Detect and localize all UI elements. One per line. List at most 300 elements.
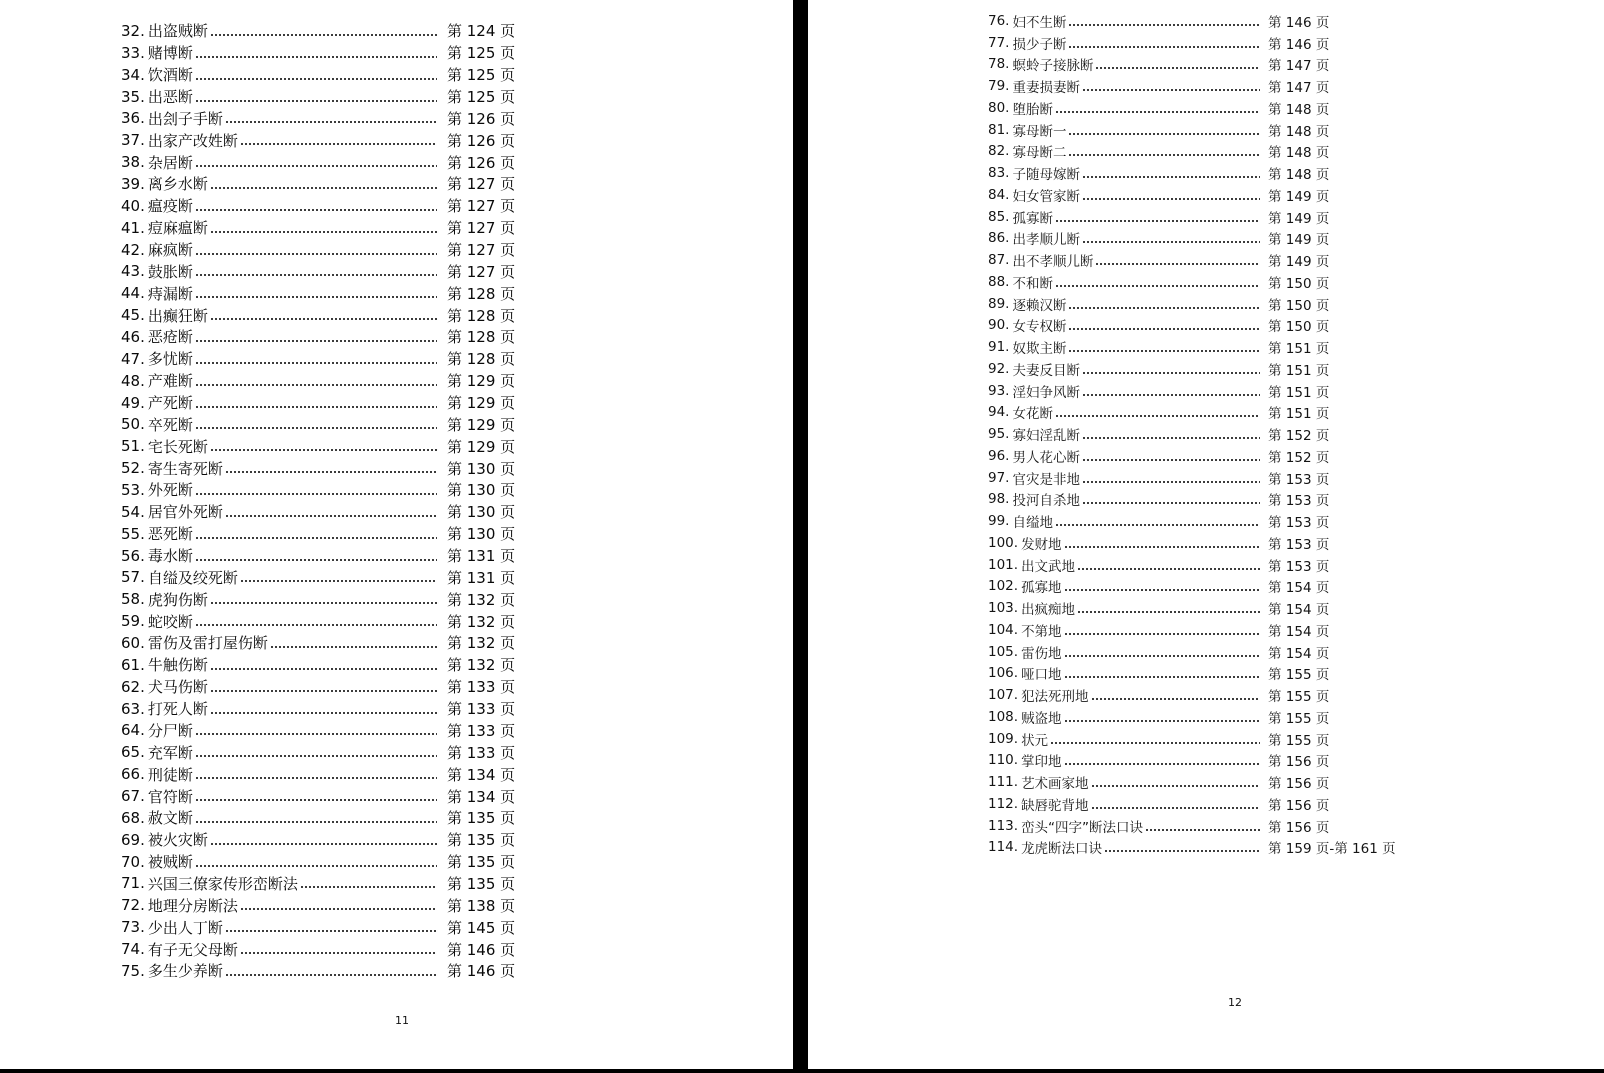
leader-dots xyxy=(1077,567,1260,571)
entry-page-ref: 第 153 页 xyxy=(1268,536,1330,553)
leader-dots xyxy=(210,711,437,715)
page-number-left: 11 xyxy=(395,1014,409,1027)
entry-page-ref: 第 126 页 xyxy=(447,131,516,150)
entry-title: 妇女管家断 xyxy=(1012,188,1080,205)
entry-page-ref: 第 128 页 xyxy=(447,350,516,369)
entry-title: 外死断 xyxy=(147,481,193,500)
entry-page-ref: 第 155 页 xyxy=(1268,710,1330,727)
leader-dots xyxy=(240,951,437,955)
leader-dots xyxy=(210,230,437,234)
toc-entry-heading xyxy=(988,598,1260,618)
entry-number: 73. xyxy=(121,918,145,937)
entry-title: 掌印地 xyxy=(1021,754,1062,771)
leader-dots xyxy=(1064,675,1260,679)
entry-title: 艺术画家地 xyxy=(1021,776,1089,793)
toc-entry-heading xyxy=(988,685,1260,705)
leader-dots xyxy=(1055,523,1260,527)
leader-dots xyxy=(195,252,437,256)
toc-entry-heading xyxy=(988,98,1260,118)
toc-entry-heading xyxy=(121,960,437,981)
entry-title: 被贼断 xyxy=(147,853,193,872)
toc-entry-heading xyxy=(988,228,1260,248)
leader-dots xyxy=(1082,197,1260,201)
toc-entry-heading xyxy=(121,458,437,479)
toc-entry-heading xyxy=(121,851,437,872)
entry-title: 子随母嫁断 xyxy=(1012,167,1080,184)
entry-page-ref: 第 129 页 xyxy=(447,372,516,391)
entry-page-ref: 第 151 页 xyxy=(1268,406,1330,423)
toc-entry xyxy=(121,566,515,588)
entry-page-ref: 第 154 页 xyxy=(1268,602,1330,619)
toc-entry xyxy=(988,54,1396,76)
toc-entry xyxy=(121,851,515,873)
entry-number: 53. xyxy=(121,480,145,499)
toc-entry xyxy=(988,380,1396,402)
entry-page-ref: 第 130 页 xyxy=(447,481,516,500)
toc-entry-heading xyxy=(988,642,1260,662)
leader-dots xyxy=(1055,284,1260,288)
entry-number: 91. xyxy=(988,339,1010,356)
toc-entry-heading xyxy=(988,120,1260,140)
entry-page-ref: 第 126 页 xyxy=(447,109,516,128)
leader-dots xyxy=(195,798,437,802)
entry-page-ref: 第 128 页 xyxy=(447,284,516,303)
toc-entry xyxy=(988,249,1396,271)
leader-dots xyxy=(1095,66,1260,70)
leader-dots xyxy=(210,842,437,846)
leader-dots xyxy=(195,339,437,343)
entry-page-ref: 第 128 页 xyxy=(447,328,516,347)
toc-entry xyxy=(988,576,1396,598)
entry-title: 产难断 xyxy=(147,372,193,391)
entry-number: 97. xyxy=(988,469,1010,486)
leader-dots xyxy=(1064,762,1260,766)
toc-entry xyxy=(121,720,515,742)
entry-page-ref: 第 145 页 xyxy=(447,918,516,937)
toc-entry-heading xyxy=(988,794,1260,814)
leader-dots xyxy=(1082,240,1260,244)
entry-number: 42. xyxy=(121,240,145,259)
leader-dots xyxy=(1055,219,1260,223)
entry-number: 93. xyxy=(988,382,1010,399)
leader-dots xyxy=(225,973,437,977)
entry-title: 自缢地 xyxy=(1012,515,1053,532)
entry-title: 不第地 xyxy=(1021,623,1062,640)
toc-entry xyxy=(121,435,515,457)
toc-entry-heading xyxy=(121,807,437,828)
leader-dots xyxy=(1064,719,1260,723)
entry-title: 雷伤及雷打屋伤断 xyxy=(147,634,268,653)
entry-number: 62. xyxy=(121,677,145,696)
entry-number: 100. xyxy=(988,534,1019,551)
toc-entry-heading xyxy=(121,64,437,85)
entry-page-ref: 第 127 页 xyxy=(447,197,516,216)
entry-number: 94. xyxy=(988,404,1010,421)
toc-entry xyxy=(988,141,1396,163)
leader-dots xyxy=(1055,414,1260,418)
entry-number: 98. xyxy=(988,491,1010,508)
toc-entry-heading xyxy=(121,283,437,304)
entry-title: 寡妇淫乱断 xyxy=(1012,428,1080,445)
entry-page-ref: 第 148 页 xyxy=(1268,167,1330,184)
entry-page-ref: 第 133 页 xyxy=(447,721,516,740)
leader-dots xyxy=(210,33,437,37)
entry-page-ref: 第 151 页 xyxy=(1268,384,1330,401)
entry-page-ref: 第 135 页 xyxy=(447,874,516,893)
toc-entry-heading xyxy=(988,468,1260,488)
entry-number: 104. xyxy=(988,621,1019,638)
entry-title: 多生少养断 xyxy=(147,962,223,981)
toc-entry-heading xyxy=(988,837,1260,857)
entry-number: 40. xyxy=(121,196,145,215)
entry-number: 38. xyxy=(121,153,145,172)
toc-entry-heading xyxy=(121,829,437,850)
toc-entry xyxy=(121,763,515,785)
entry-number: 109. xyxy=(988,730,1019,747)
toc-entry xyxy=(121,960,515,982)
toc-entry-heading xyxy=(988,54,1260,74)
entry-title: 瘟疫断 xyxy=(147,197,193,216)
book-gutter xyxy=(793,0,808,1073)
scan-bottom-edge xyxy=(0,1069,1604,1073)
entry-page-ref: 第 148 页 xyxy=(1268,123,1330,140)
toc-entry xyxy=(988,728,1396,750)
entry-page-ref: 第 148 页 xyxy=(1268,145,1330,162)
toc-entry xyxy=(988,532,1396,554)
toc-entry xyxy=(121,195,515,217)
toc-entry-heading xyxy=(121,479,437,500)
toc-entry xyxy=(988,815,1396,837)
toc-entry-heading xyxy=(121,939,437,960)
leader-dots xyxy=(195,295,437,299)
toc-entry-heading xyxy=(121,720,437,741)
entry-title: 出刽子手断 xyxy=(147,109,223,128)
entry-title: 有子无父母断 xyxy=(147,940,238,959)
entry-title: 多忧断 xyxy=(147,350,193,369)
entry-title: 贼盗地 xyxy=(1021,710,1062,727)
entry-page-ref: 第 149 页 xyxy=(1268,254,1330,271)
leader-dots xyxy=(195,99,437,103)
entry-title: 官符断 xyxy=(147,787,193,806)
toc-entry xyxy=(988,119,1396,141)
entry-page-ref: 第 150 页 xyxy=(1268,297,1330,314)
toc-entry xyxy=(121,588,515,610)
toc-entry xyxy=(121,107,515,129)
leader-dots xyxy=(1082,501,1260,505)
entry-title: 痔漏断 xyxy=(147,284,193,303)
toc-entry xyxy=(988,75,1396,97)
toc-entry-heading xyxy=(121,42,437,63)
toc-entry-heading xyxy=(121,261,437,282)
entry-number: 79. xyxy=(988,78,1010,95)
entry-number: 71. xyxy=(121,874,145,893)
toc-entry-heading xyxy=(988,729,1260,749)
leader-dots xyxy=(195,164,437,168)
entry-number: 110. xyxy=(988,752,1019,769)
entry-number: 81. xyxy=(988,121,1010,138)
leader-dots xyxy=(195,558,437,562)
entry-page-ref: 第 155 页 xyxy=(1268,689,1330,706)
entry-number: 64. xyxy=(121,721,145,740)
entry-page-ref: 第 154 页 xyxy=(1268,645,1330,662)
toc-entry xyxy=(988,32,1396,54)
toc-entry xyxy=(988,10,1396,32)
entry-title: 雷伤地 xyxy=(1021,645,1062,662)
toc-entry-heading xyxy=(121,545,437,566)
entry-title: 出孝顺儿断 xyxy=(1012,232,1080,249)
entry-number: 43. xyxy=(121,262,145,281)
entry-page-ref: 第 130 页 xyxy=(447,459,516,478)
toc-entry xyxy=(121,42,515,64)
entry-title: 宅长死断 xyxy=(147,437,208,456)
toc-entry-heading xyxy=(988,402,1260,422)
toc-entry xyxy=(988,706,1396,728)
toc-entry xyxy=(988,510,1396,532)
entry-title: 犬马伤断 xyxy=(147,678,208,697)
entry-number: 78. xyxy=(988,56,1010,73)
leader-dots xyxy=(210,667,437,671)
leader-dots xyxy=(195,776,437,780)
entry-title: 螟蛉子接脉断 xyxy=(1012,58,1094,75)
toc-entry xyxy=(988,489,1396,511)
leader-dots xyxy=(195,55,437,59)
toc-entry xyxy=(121,129,515,151)
entry-page-ref: 第 153 页 xyxy=(1268,558,1330,575)
toc-entry xyxy=(121,217,515,239)
entry-page-ref: 第 138 页 xyxy=(447,896,516,915)
toc-entry xyxy=(121,20,515,42)
leader-dots xyxy=(300,885,437,889)
toc-entry-heading xyxy=(121,632,437,653)
entry-title: 损少子断 xyxy=(1012,36,1067,53)
toc-entry-heading xyxy=(988,250,1260,270)
toc-entry xyxy=(988,271,1396,293)
toc-entry-heading xyxy=(988,576,1260,596)
entry-page-ref: 第 159 页-第 161 页 xyxy=(1268,841,1396,858)
entry-title: 出文武地 xyxy=(1021,558,1076,575)
leader-dots xyxy=(1091,806,1260,810)
entry-page-ref: 第 124 页 xyxy=(447,22,516,41)
entry-title: 投河自杀地 xyxy=(1012,493,1080,510)
entry-number: 51. xyxy=(121,437,145,456)
entry-number: 77. xyxy=(988,34,1010,51)
entry-number: 67. xyxy=(121,787,145,805)
leader-dots xyxy=(210,317,437,321)
toc-entry xyxy=(988,402,1396,424)
toc-entry-heading xyxy=(121,348,437,369)
toc-entry-heading xyxy=(988,33,1260,53)
entry-number: 65. xyxy=(121,743,145,762)
leader-dots xyxy=(1082,175,1260,179)
entry-page-ref: 第 152 页 xyxy=(1268,449,1330,466)
entry-page-ref: 第 155 页 xyxy=(1268,732,1330,749)
toc-entry xyxy=(121,610,515,632)
toc-entry-heading xyxy=(121,742,437,763)
entry-page-ref: 第 126 页 xyxy=(447,153,516,172)
entry-page-ref: 第 129 页 xyxy=(447,415,516,434)
entry-page-ref: 第 128 页 xyxy=(447,306,516,325)
entry-number: 57. xyxy=(121,568,145,587)
entry-page-ref: 第 135 页 xyxy=(447,809,516,828)
entry-title: 龙虎断法口诀 xyxy=(1021,841,1103,858)
entry-page-ref: 第 151 页 xyxy=(1268,341,1330,358)
entry-number: 103. xyxy=(988,600,1019,617)
entry-page-ref: 第 147 页 xyxy=(1268,58,1330,75)
entry-number: 33. xyxy=(121,43,145,62)
entry-title: 出不孝顺儿断 xyxy=(1012,254,1094,271)
entry-page-ref: 第 149 页 xyxy=(1268,210,1330,227)
leader-dots xyxy=(1068,45,1260,49)
entry-title: 出盗贼断 xyxy=(147,22,208,41)
leader-dots xyxy=(1095,262,1260,266)
leader-dots xyxy=(210,448,437,452)
toc-entry-heading xyxy=(121,217,437,238)
entry-number: 54. xyxy=(121,502,145,521)
entry-number: 113. xyxy=(988,817,1019,834)
leader-dots xyxy=(195,492,437,496)
leader-dots xyxy=(210,689,437,693)
leader-dots xyxy=(1091,784,1260,788)
entry-number: 102. xyxy=(988,578,1019,595)
toc-entry xyxy=(988,684,1396,706)
toc-entry-heading xyxy=(121,392,437,413)
entry-title: 牛触伤断 xyxy=(147,656,208,675)
entry-number: 72. xyxy=(121,896,145,915)
entry-page-ref: 第 146 页 xyxy=(1268,36,1330,53)
entry-page-ref: 第 129 页 xyxy=(447,437,516,456)
entry-page-ref: 第 154 页 xyxy=(1268,580,1330,597)
entry-page-ref: 第 146 页 xyxy=(447,940,516,959)
toc-entry-heading xyxy=(121,567,437,588)
entry-page-ref: 第 125 页 xyxy=(447,66,516,85)
entry-number: 34. xyxy=(121,65,145,84)
toc-entry-heading xyxy=(988,359,1260,379)
leader-dots xyxy=(195,536,437,540)
toc-entry xyxy=(121,260,515,282)
toc-entry-heading xyxy=(988,76,1260,96)
leader-dots xyxy=(240,579,437,583)
leader-dots xyxy=(1068,306,1260,310)
entry-number: 108. xyxy=(988,708,1019,725)
toc-entry-heading xyxy=(121,305,437,326)
entry-page-ref: 第 155 页 xyxy=(1268,667,1330,684)
entry-title: 出家产改姓断 xyxy=(147,131,238,150)
entry-title: 饮酒断 xyxy=(147,66,193,85)
toc-entry xyxy=(121,239,515,261)
toc-entry-heading xyxy=(988,315,1260,335)
leader-dots xyxy=(1145,828,1260,832)
entry-number: 60. xyxy=(121,633,145,652)
toc-entry xyxy=(121,545,515,567)
entry-page-ref: 第 135 页 xyxy=(447,853,516,872)
entry-number: 101. xyxy=(988,556,1019,573)
entry-title: 状元 xyxy=(1021,732,1049,749)
leader-dots xyxy=(1082,436,1260,440)
leader-dots xyxy=(1104,849,1260,853)
leader-dots xyxy=(225,470,437,474)
entry-number: 88. xyxy=(988,273,1010,290)
entry-title: 奴欺主断 xyxy=(1012,341,1067,358)
toc-entry xyxy=(121,348,515,370)
toc-entry xyxy=(988,750,1396,772)
entry-title: 赦文断 xyxy=(147,809,193,828)
entry-number: 96. xyxy=(988,447,1010,464)
entry-title: 妇不生断 xyxy=(1012,14,1067,31)
entry-title: 寄生寄死断 xyxy=(147,459,223,478)
entry-page-ref: 第 153 页 xyxy=(1268,471,1330,488)
entry-title: 分尸断 xyxy=(147,721,193,740)
entry-number: 107. xyxy=(988,687,1019,704)
entry-number: 61. xyxy=(121,655,145,674)
toc-entry xyxy=(121,807,515,829)
toc-entry-heading xyxy=(988,141,1260,161)
entry-number: 111. xyxy=(988,774,1019,791)
entry-number: 59. xyxy=(121,612,145,631)
toc-entry xyxy=(988,162,1396,184)
entry-number: 87. xyxy=(988,252,1010,269)
leader-dots xyxy=(240,142,437,146)
entry-title: 赌博断 xyxy=(147,44,193,63)
entry-number: 41. xyxy=(121,218,145,237)
entry-title: 麻疯断 xyxy=(147,241,193,260)
entry-number: 90. xyxy=(988,317,1010,334)
toc-entry-heading xyxy=(988,511,1260,531)
entry-number: 35. xyxy=(121,87,145,106)
entry-title: 恶疮断 xyxy=(147,328,193,347)
entry-page-ref: 第 133 页 xyxy=(447,743,516,762)
entry-title: 地理分房断法 xyxy=(147,896,238,915)
entry-number: 114. xyxy=(988,839,1019,856)
entry-number: 95. xyxy=(988,426,1010,443)
toc-entry xyxy=(121,785,515,807)
entry-title: 毒水断 xyxy=(147,547,193,566)
toc-entry xyxy=(988,663,1396,685)
leader-dots xyxy=(1068,349,1260,353)
leader-dots xyxy=(1068,153,1260,157)
leader-dots xyxy=(195,623,437,627)
toc-entry-heading xyxy=(988,207,1260,227)
toc-entry xyxy=(121,676,515,698)
leader-dots xyxy=(195,820,437,824)
leader-dots xyxy=(1091,697,1260,701)
entry-page-ref: 第 146 页 xyxy=(1268,14,1330,31)
entry-page-ref: 第 156 页 xyxy=(1268,819,1330,836)
leader-dots xyxy=(225,120,437,124)
entry-number: 52. xyxy=(121,459,145,478)
toc-entry-heading xyxy=(988,816,1260,836)
leader-dots xyxy=(1064,588,1260,592)
toc-entry xyxy=(988,771,1396,793)
entry-title: 出癫狂断 xyxy=(147,306,208,325)
entry-title: 犯法死刑地 xyxy=(1021,689,1089,706)
toc-entry xyxy=(121,873,515,895)
entry-title: 恶死断 xyxy=(147,525,193,544)
toc-entry-heading xyxy=(121,523,437,544)
toc-entry-heading xyxy=(121,611,437,632)
entry-page-ref: 第 148 页 xyxy=(1268,101,1330,118)
toc-entry xyxy=(121,632,515,654)
leader-dots xyxy=(1082,88,1260,92)
leader-dots xyxy=(1068,132,1260,136)
leader-dots xyxy=(1068,23,1260,27)
leader-dots xyxy=(1055,110,1260,114)
toc-entry xyxy=(121,326,515,348)
toc-entry-heading xyxy=(988,294,1260,314)
entry-page-ref: 第 125 页 xyxy=(447,88,516,106)
toc-entry xyxy=(121,916,515,938)
entry-number: 55. xyxy=(121,524,145,543)
toc-entry-heading xyxy=(121,130,437,151)
